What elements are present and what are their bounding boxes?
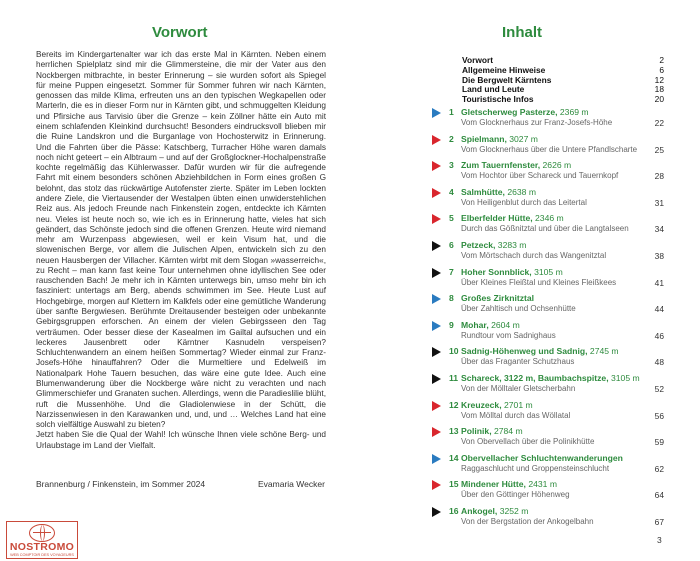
tour-title <box>461 293 534 303</box>
triangle-marker-icon <box>432 241 441 251</box>
tour-title <box>461 134 538 144</box>
title-separator: , <box>499 399 504 410</box>
tour-page: 28 <box>654 171 664 182</box>
tour-altitude: 2431 m <box>528 479 557 490</box>
tour-name: Mindener Hütte <box>461 479 524 490</box>
vorwort-body <box>36 50 326 451</box>
tour-name: Zum Tauernfenster <box>461 160 538 171</box>
toc-entry[interactable] <box>432 160 664 190</box>
tour-page: 25 <box>654 144 664 155</box>
tour-number: 9 <box>449 319 454 330</box>
triangle-marker-icon <box>432 268 441 278</box>
tour-altitude: 3283 m <box>497 240 527 250</box>
tour-altitude: 2604 m <box>491 319 520 330</box>
triangle-marker-icon <box>432 214 441 224</box>
tour-number: 2 <box>449 133 454 144</box>
title-separator: , <box>502 186 508 197</box>
toc-intro-row[interactable]: Vorwort 2 <box>462 55 664 65</box>
tour-title <box>461 240 526 250</box>
title-separator: , <box>493 240 498 250</box>
tour-number: 5 <box>449 213 454 224</box>
tour-subtitle: Rundtour vom Sadnighaus <box>461 330 556 340</box>
tour-name: Großes Zirknitztal <box>461 293 535 304</box>
tour-altitude: 2701 m <box>504 399 533 410</box>
title-separator: , <box>555 107 560 117</box>
tour-subtitle: Vom Mörtschach durch das Wangenitztal <box>461 251 607 260</box>
triangle-marker-icon <box>432 108 441 118</box>
tour-altitude: 2369 m <box>559 107 589 117</box>
tour-altitude: 3252 m <box>499 506 529 516</box>
title-separator: , <box>529 266 535 277</box>
author-name: Evamaria Wecker <box>258 479 325 489</box>
tour-subtitle: Von Obervellach über die Polinikhütte <box>461 437 595 447</box>
tour-altitude: 3027 m <box>509 133 538 144</box>
page-number: 3 <box>657 535 662 545</box>
tour-page: 41 <box>654 277 664 288</box>
tour-name: Obervellacher Schluchtenwanderungen <box>461 452 623 463</box>
title-separator: , <box>537 160 543 171</box>
tour-title <box>461 453 623 463</box>
tour-page: 48 <box>654 357 664 368</box>
tour-name: Schareck, 3122 m, Baumbachspitze <box>461 373 607 383</box>
tour-page: 34 <box>654 224 664 235</box>
tour-title <box>461 373 640 383</box>
place-date: Brannenburg / Finkenstein, im Sommer 2024 <box>36 479 206 489</box>
tour-title <box>461 506 528 516</box>
toc-entry[interactable] <box>432 426 664 456</box>
triangle-marker-icon <box>432 480 441 490</box>
toc-entry[interactable] <box>432 187 664 217</box>
toc-entry[interactable] <box>432 134 664 164</box>
tour-altitude: 2346 m <box>535 213 564 224</box>
vorwort-paragraph: Jetzt haben Sie die Qual der Wahl! Ich wünsche Ihnen viele schöne Berg- und Urlaubstage im Land der Vielfalt. <box>36 430 326 450</box>
tour-subtitle: Vom Glocknerhaus über die Untere Pfandlscharte <box>461 144 638 154</box>
tour-title <box>461 346 619 356</box>
globe-icon <box>29 524 55 542</box>
tour-subtitle: Über Kleines Fleißtal und Kleines Fleißkees <box>461 277 617 287</box>
tour-subtitle: Vom Glocknerhaus zur Franz-Josefs-Höhe <box>461 118 613 127</box>
tour-number: 7 <box>449 266 454 277</box>
tour-title <box>461 107 589 117</box>
tour-page: 44 <box>654 304 664 315</box>
title-separator: , <box>523 479 529 490</box>
toc-intro <box>462 56 664 105</box>
tour-name: Spielmann <box>461 133 505 144</box>
title-separator: , <box>486 319 492 330</box>
tour-name: Kreuzeck <box>461 399 500 410</box>
tour-page: 59 <box>654 437 664 448</box>
tour-page: 31 <box>654 197 664 208</box>
nostromo-logo: NOSTROMO WEB COMPTOIR DES VOYAGEURS <box>6 521 78 559</box>
tour-subtitle: Raggaschlucht und Groppensteinschlucht <box>461 463 610 473</box>
tour-altitude: 3105 m <box>611 373 640 383</box>
tour-number: 4 <box>449 186 454 197</box>
triangle-marker-icon <box>432 454 441 464</box>
tour-number: 8 <box>449 293 454 304</box>
toc-entry[interactable] <box>432 107 664 137</box>
toc-entry[interactable] <box>432 506 664 536</box>
title-separator: , <box>585 346 590 357</box>
triangle-marker-icon <box>432 427 441 437</box>
tour-title <box>461 267 563 277</box>
title-separator: , <box>494 506 500 516</box>
tour-subtitle: Von Heiligenblut durch das Leitertal <box>461 197 587 207</box>
tour-name: Petzeck <box>461 240 494 250</box>
title-separator: , <box>606 373 611 383</box>
tour-altitude: 2784 m <box>493 426 523 437</box>
inhalt-title: Inhalt <box>502 24 542 41</box>
tour-title <box>461 426 523 436</box>
tour-name: Ankogel <box>461 506 495 516</box>
vorwort-paragraph: Bereits im Kindergartenalter war ich das erste Mal in Kärnten. Neben einem herrlichen Spielplatz sind mir die Glimmersteine, die mir der Vater aus den Nockbergen mitbrachte, in bester Erinnerung – sie wurden sofort als Spiegel für meine Puppen eingesetzt. Sommer für Sommer fuhren wir nach Kärnten, genossen das milde Klima, erfreuten uns an den typischen Wegkapellen oder Marterln, die es in dieser Form nur in Kärnten gibt, und schmuggelten Kleidung und Pfirsiche aus Tarvisio über die Grenze – kein Zöllner hätte ein Auto mit einem schlafenden Kleinkind durchsucht! Besonders eindrucksvoll blieben mir die Ruine Landskron und die Burganlage von Hochosterwitz in Erinnerung. Und die Fahrten über die Pässe: Katschberg, Turracher Höhe waren damals noch nicht geteert – ein Albtraum – und auf der Großglockner-Hochalpenstraße kochte regelmäßig das Kühlerwasser. Dafür wurden wir für die aufregende Fahrt mit einem besonders schönen Abziehbildchen in Form eines großen G belohnt, das stolz das rückwärtige Autofenster zierte. Später im Leben lockten andere Ziele, die Viertausender der Westalpen übten einen unwiderstehlichen Reiz aus. Als jedoch Freunde nach Finkenstein zogen, entdeckte ich Kärnten neu. Vieles ist heute noch so, wie ich es in Erinnerung hatte, vieles hat sich geändert, das Schönste jedoch sind die offenen Grenzen. Heute wird niemand mehr am Wurzenpass abgewiesen, weil er kein Visum hat, und die slowenischen Berge, vor allem die Julischen Alpen, entwickeln sich zu den neuen Hausbergen der Villacher. Kärnten wirbt mit dem Slogan »wasserreich«, zu Recht – man kann fast keine Tour unternehmen ohne idyllischen See oder rauschenden Bach! Je mehr ich in Kärnten unterwegs bin, umso mehr bin ich fasziniert: untertags am Berg, abends schwimmen im See. Heute Lust auf Hochgebirge, morgen auf Klettern im Kalkfels oder eine gemütliche Wanderung über sanfte Bergwiesen. Berühmte Dreitausender besteigen oder unbekannte Gebirgsgruppen erforschen. An einem der vielen Gebirgsseen den Tag verträumen. Oder besser diese der Kasealmen im Gailtal aufsuchen und ein leckeres Jausenbrett oder Kärntner Kasnudeln verspeisen? Schluchtenwandern an einem heißen Sommertag? Wieder einmal zur Franz-Josefs-Höhe hinauffahren? Oder die Murmeltiere und Edelweiß im Nationalpark Hohe Tauern besuchen, das wäre eine gute Idee. Auch eine Blumenwanderung über die Nockberge wäre nicht zu verachten und nach Glimmerschiefer und Granaten suchen. Allerdings, wenn die Paradieslilie blüht, ruft die Mussenhöhe. Und die Gladiolenwiese in der Schütt, die Narzissenwiesen in den Karawanken und, und, und … Welches Land hat eine solch vielfältige Auswahl zu bieten? <box>36 50 326 430</box>
tour-name: Sadnig-Höhenweg und Sadnig <box>461 346 586 357</box>
toc-entry[interactable] <box>432 240 664 270</box>
toc-entry[interactable] <box>432 346 664 376</box>
tour-number: 14 <box>449 452 459 463</box>
tour-page: 56 <box>654 410 664 421</box>
toc-entry[interactable] <box>432 400 664 430</box>
toc-entry[interactable] <box>432 373 664 403</box>
triangle-marker-icon <box>432 188 441 198</box>
tour-name: Mohar <box>461 319 487 330</box>
toc-intro-row[interactable]: Touristische Infos 20 <box>462 94 664 105</box>
tour-title <box>461 187 536 197</box>
toc-entry[interactable] <box>432 293 664 323</box>
tour-subtitle: Über Zahltisch und Ochsenhütte <box>461 304 576 314</box>
tour-number: 15 <box>449 479 459 490</box>
toc-entry[interactable] <box>432 213 664 243</box>
tour-subtitle: Vom Hochtor über Schareck und Tauernkopf <box>461 171 619 181</box>
toc-intro-row[interactable]: Allgemeine Hinweise 6 <box>462 64 664 75</box>
tour-page: 38 <box>654 251 664 261</box>
tour-number: 16 <box>449 506 459 516</box>
tour-altitude: 3105 m <box>534 266 563 277</box>
tour-number: 3 <box>449 160 454 171</box>
tour-name: Salmhütte <box>461 186 503 197</box>
tour-name: Elberfelder Hütte <box>461 213 531 224</box>
tour-altitude: 2638 m <box>507 186 536 197</box>
tour-page: 22 <box>654 118 664 128</box>
tour-number: 10 <box>449 346 459 357</box>
tour-subtitle: Von der Mölltaler Gletscherbahn <box>461 384 576 393</box>
tour-subtitle: Vom Mölltal durch das Wöllatal <box>461 410 571 420</box>
tour-name: Hoher Sonnblick <box>461 266 530 277</box>
tour-title <box>461 320 520 330</box>
toc-entry[interactable] <box>432 267 664 297</box>
toc-intro-row[interactable]: Die Bergwelt Kärntens 12 <box>462 74 664 85</box>
title-separator: , <box>504 133 510 144</box>
triangle-marker-icon <box>432 374 441 384</box>
toc-entry[interactable] <box>432 479 664 509</box>
tour-number: 13 <box>449 426 459 437</box>
tour-title <box>461 160 571 170</box>
toc-intro-row[interactable]: Land und Leute 18 <box>462 84 664 95</box>
triangle-marker-icon <box>432 507 441 517</box>
tour-subtitle: Durch das Gößnitztal und über die Langtalseen <box>461 224 629 234</box>
triangle-marker-icon <box>432 135 441 145</box>
triangle-marker-icon <box>432 294 441 304</box>
toc-entry[interactable] <box>432 453 664 483</box>
tour-page: 52 <box>654 384 664 394</box>
tour-name: Gletscherweg Pasterze <box>461 107 556 117</box>
tour-page: 67 <box>654 517 664 527</box>
tour-number: 12 <box>449 399 459 410</box>
triangle-marker-icon <box>432 161 441 171</box>
tour-title <box>461 479 557 489</box>
tour-page: 64 <box>654 490 664 501</box>
tour-title <box>461 213 564 223</box>
tour-name: Polinik <box>461 426 490 437</box>
triangle-marker-icon <box>432 401 441 411</box>
tour-page: 46 <box>654 330 664 341</box>
tour-number: 1 <box>449 107 454 117</box>
tour-altitude: 2745 m <box>589 346 619 357</box>
title-separator: , <box>530 213 536 224</box>
tour-altitude: 2626 m <box>542 160 572 171</box>
vorwort-title: Vorwort <box>152 24 208 41</box>
title-separator: , <box>489 426 494 437</box>
tour-page: 62 <box>654 463 664 474</box>
tour-title <box>461 400 533 410</box>
tour-number: 6 <box>449 240 454 250</box>
tour-number: 11 <box>449 373 459 383</box>
triangle-marker-icon <box>432 347 441 357</box>
triangle-marker-icon <box>432 321 441 331</box>
tour-subtitle: Von der Bergstation der Ankogelbahn <box>461 517 594 526</box>
toc-entry[interactable] <box>432 320 664 350</box>
tour-subtitle: Über das Fraganter Schutzhaus <box>461 357 575 367</box>
tour-subtitle: Über den Göttinger Höhenweg <box>461 490 570 500</box>
